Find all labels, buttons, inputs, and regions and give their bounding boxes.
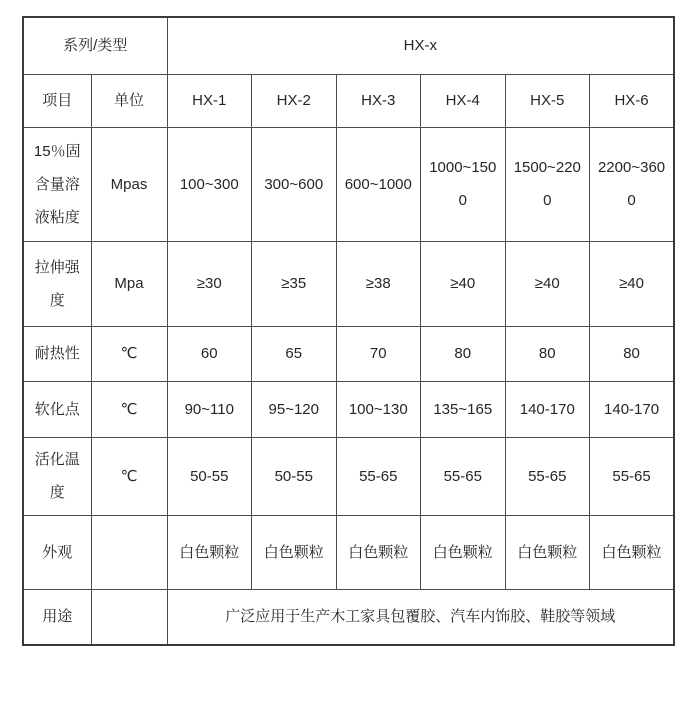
value-cell: 55-65 <box>590 437 675 515</box>
value-cell: 1500~2200 <box>505 127 590 241</box>
value-cell: 白色颗粒 <box>590 515 675 589</box>
value-cell: 100~300 <box>167 127 252 241</box>
property-label: 拉伸强度 <box>23 241 91 326</box>
tensile-strength-row <box>23 241 674 326</box>
series-type-label: 系列/类型 <box>23 17 167 74</box>
value-cell: ≥30 <box>167 241 252 326</box>
model-header-hx2: HX-2 <box>252 74 337 127</box>
value-cell: 55-65 <box>336 437 421 515</box>
unit-value: ℃ <box>91 381 167 437</box>
usage-row <box>23 589 674 645</box>
value-cell: 80 <box>590 326 675 381</box>
model-header-hx4: HX-4 <box>421 74 506 127</box>
value-cell: 白色颗粒 <box>421 515 506 589</box>
value-cell: 2200~3600 <box>590 127 675 241</box>
value-cell: 1000~1500 <box>421 127 506 241</box>
value-cell: 白色颗粒 <box>336 515 421 589</box>
appearance-row <box>23 515 674 589</box>
unit-value: ℃ <box>91 437 167 515</box>
property-label: 耐热性 <box>23 326 91 381</box>
value-cell: 70 <box>336 326 421 381</box>
unit-value: Mpas <box>91 127 167 241</box>
unit-column-header: 单位 <box>91 74 167 127</box>
value-cell: ≥35 <box>252 241 337 326</box>
unit-value <box>91 515 167 589</box>
value-cell: 55-65 <box>505 437 590 515</box>
usage-label: 用途 <box>23 589 91 645</box>
value-cell: 80 <box>421 326 506 381</box>
value-cell: 白色颗粒 <box>167 515 252 589</box>
value-cell: 600~1000 <box>336 127 421 241</box>
model-header-hx6: HX-6 <box>590 74 675 127</box>
value-cell: 55-65 <box>421 437 506 515</box>
usage-unit-empty-cell <box>91 589 167 645</box>
value-cell: 140-170 <box>505 381 590 437</box>
value-cell: ≥40 <box>590 241 675 326</box>
heat-resistance-row <box>23 326 674 381</box>
property-label: 软化点 <box>23 381 91 437</box>
model-header-hx1: HX-1 <box>167 74 252 127</box>
unit-value: Mpa <box>91 241 167 326</box>
value-cell: 白色颗粒 <box>505 515 590 589</box>
value-cell: 65 <box>252 326 337 381</box>
series-type-value: HX-x <box>167 17 674 74</box>
value-cell: 白色颗粒 <box>252 515 337 589</box>
value-cell: 100~130 <box>336 381 421 437</box>
usage-description: 广泛应用于生产木工家具包覆胶、汽车内饰胶、鞋胶等领域 <box>167 589 674 645</box>
model-header-hx5: HX-5 <box>505 74 590 127</box>
value-cell: 300~600 <box>252 127 337 241</box>
column-header-row <box>23 74 674 127</box>
activation-temperature-row <box>23 437 674 515</box>
value-cell: 90~110 <box>167 381 252 437</box>
value-cell: 50-55 <box>252 437 337 515</box>
series-type-row <box>23 17 674 74</box>
value-cell: ≥40 <box>421 241 506 326</box>
value-cell: ≥38 <box>336 241 421 326</box>
value-cell: 95~120 <box>252 381 337 437</box>
softening-point-row <box>23 381 674 437</box>
viscosity-row <box>23 127 674 241</box>
value-cell: ≥40 <box>505 241 590 326</box>
property-label: 外观 <box>23 515 91 589</box>
product-spec-table <box>22 16 675 646</box>
value-cell: 135~165 <box>421 381 506 437</box>
unit-value: ℃ <box>91 326 167 381</box>
value-cell: 60 <box>167 326 252 381</box>
value-cell: 50-55 <box>167 437 252 515</box>
model-header-hx3: HX-3 <box>336 74 421 127</box>
property-label: 活化温度 <box>23 437 91 515</box>
value-cell: 140-170 <box>590 381 675 437</box>
item-column-header: 项目 <box>23 74 91 127</box>
property-label: 15％固含量溶液粘度 <box>23 127 91 241</box>
value-cell: 80 <box>505 326 590 381</box>
